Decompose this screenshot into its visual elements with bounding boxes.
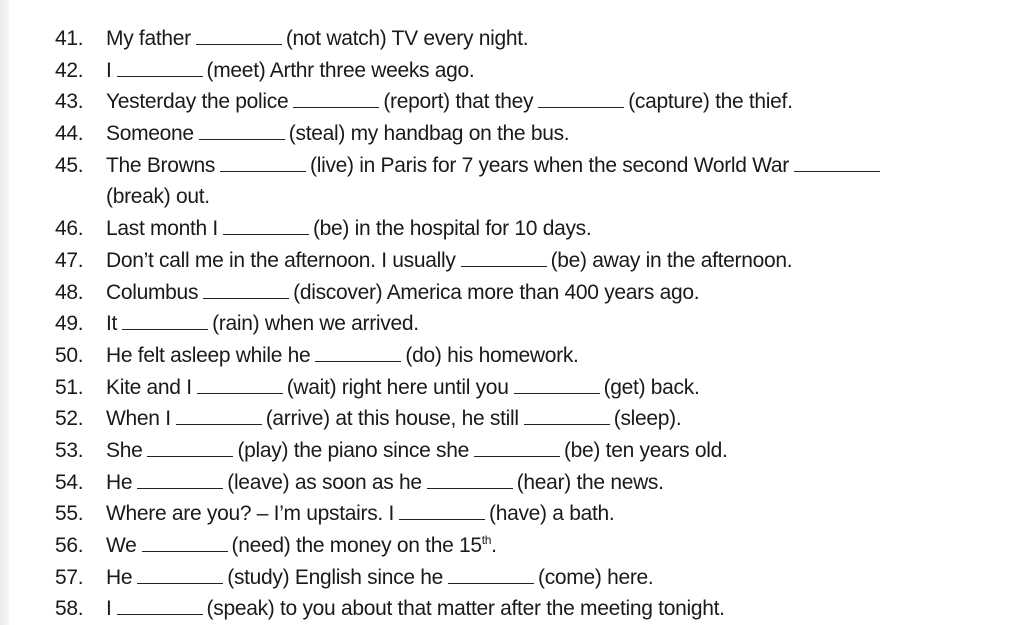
exercise-sentence: She (play) the piano since she (be) ten years old.	[106, 438, 728, 462]
answer-blank[interactable]	[794, 153, 880, 172]
exercise-sentence: He (study) English since he (come) here.	[106, 565, 654, 589]
exercise-sentence: I (meet) Arthr three weeks ago.	[106, 58, 475, 82]
exercise-item	[55, 245, 1015, 277]
answer-blank[interactable]	[448, 565, 534, 584]
exercise-sentence: Columbus (discover) America more than 400 years ago.	[106, 280, 700, 304]
exercise-item	[55, 467, 1015, 499]
exercise-number: 50.	[55, 343, 84, 367]
exercise-item	[55, 340, 1015, 372]
exercise-item	[55, 213, 1015, 245]
exercise-item	[55, 562, 1015, 594]
exercise-number: 42.	[55, 58, 84, 82]
exercise-sentence: Kite and I (wait) right here until you (get) back.	[106, 375, 700, 399]
answer-blank[interactable]	[137, 565, 223, 584]
answer-blank[interactable]	[137, 470, 223, 489]
exercise-sentence: Where are you? – I’m upstairs. I (have) a bath.	[106, 502, 615, 526]
exercise-sentence: My father (not watch) TV every night.	[106, 27, 529, 50]
exercise-number: 48.	[55, 280, 84, 304]
exercise-number: 51.	[55, 375, 84, 399]
exercise-sentence: I (speak) to you about that matter after the meeting tonight.	[106, 597, 725, 621]
exercise-item	[55, 150, 1015, 213]
answer-blank[interactable]	[220, 153, 306, 172]
exercise-number: 54.	[55, 470, 84, 494]
exercise-number: 53.	[55, 438, 84, 462]
answer-blank[interactable]	[461, 248, 547, 267]
answer-blank[interactable]	[399, 501, 485, 520]
answer-blank[interactable]	[117, 596, 203, 615]
exercise-number: 45.	[55, 153, 84, 177]
exercise-sentence: He (leave) as soon as he (hear) the news.	[106, 470, 664, 494]
answer-blank[interactable]	[293, 89, 379, 108]
exercise-item	[55, 530, 1015, 562]
exercise-item	[55, 277, 1015, 309]
ordinal-suffix: th	[481, 533, 492, 548]
answer-blank[interactable]	[474, 438, 560, 457]
page-edge-shadow	[0, 0, 9, 625]
answer-blank[interactable]	[203, 280, 289, 299]
exercise-sentence: He felt asleep while he (do) his homework.	[106, 343, 579, 367]
exercise-number: 47.	[55, 248, 84, 272]
answer-blank[interactable]	[427, 470, 513, 489]
exercise-sentence: Yesterday the police (report) that they (capture) the thief.	[106, 90, 793, 114]
exercise-number: 58.	[55, 597, 84, 621]
exercise-item	[55, 118, 1015, 150]
answer-blank[interactable]	[147, 438, 233, 457]
exercise-number: 44.	[55, 122, 84, 146]
exercise-number: 46.	[55, 217, 84, 241]
exercise-number: 56.	[55, 534, 84, 558]
exercise-item	[55, 403, 1015, 435]
exercise-number: 49.	[55, 312, 84, 336]
exercise-item	[55, 55, 1015, 87]
exercise-number: 41.	[55, 27, 84, 50]
exercise-number: 55.	[55, 502, 84, 526]
exercise-item	[55, 23, 1015, 55]
answer-blank[interactable]	[142, 533, 228, 552]
answer-blank[interactable]	[176, 406, 262, 425]
exercise-item	[55, 593, 1015, 625]
exercise-item	[55, 308, 1015, 340]
exercise-sentence: Someone (steal) my handbag on the bus.	[106, 122, 570, 146]
exercise-number: 43.	[55, 90, 84, 114]
exercise-item	[55, 435, 1015, 467]
answer-blank[interactable]	[122, 311, 208, 330]
answer-blank[interactable]	[223, 216, 309, 235]
exercise-sentence: When I (arrive) at this house, he still (sleep).	[106, 407, 682, 431]
exercise-sentence: The Browns (live) in Paris for 7 years when the second World War (break) out.	[106, 150, 1015, 213]
exercise-item	[55, 372, 1015, 404]
exercise-list	[55, 23, 1015, 625]
exercise-sentence: Last month I (be) in the hospital for 10 days.	[106, 217, 592, 241]
answer-blank[interactable]	[524, 406, 610, 425]
exercise-item	[55, 86, 1015, 118]
exercise-sentence: Don’t call me in the afternoon. I usually (be) away in the afternoon.	[106, 248, 793, 272]
exercise-number: 57.	[55, 565, 84, 589]
exercise-number: 52.	[55, 407, 84, 431]
answer-blank[interactable]	[196, 26, 282, 45]
answer-blank[interactable]	[514, 375, 600, 394]
answer-blank[interactable]	[199, 121, 285, 140]
answer-blank[interactable]	[197, 375, 283, 394]
answer-blank[interactable]	[538, 89, 624, 108]
exercise-sentence: We (need) the money on the 15th.	[106, 533, 497, 558]
answer-blank[interactable]	[315, 343, 401, 362]
exercise-sentence: It (rain) when we arrived.	[106, 312, 419, 336]
exercise-item	[55, 498, 1015, 530]
answer-blank[interactable]	[117, 58, 203, 77]
